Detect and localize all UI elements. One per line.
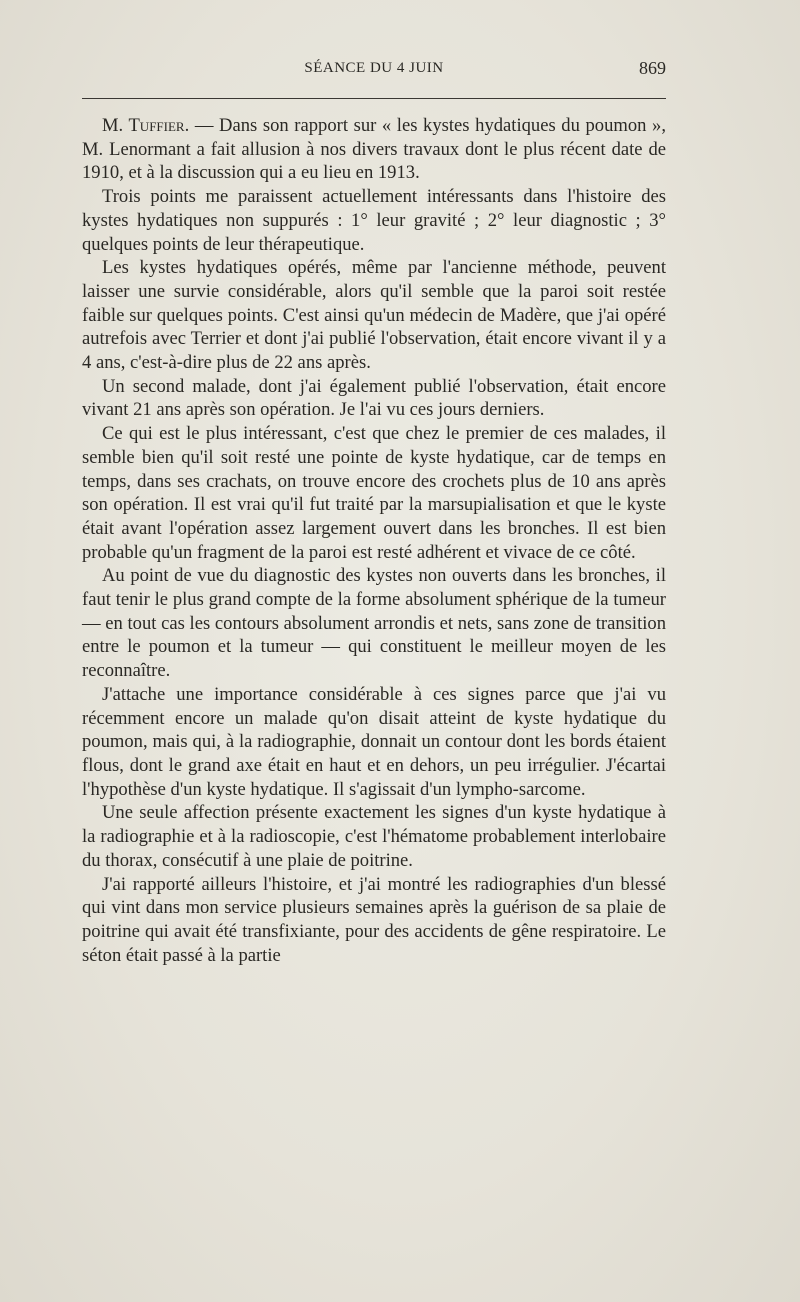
paragraph-survival: Les kystes hydatiques opérés, même par l'ancienne méthode, peuvent laisser une survie considérable, alors qu'il semble que la paroi soit restée faible sur quelques points. C'est ainsi qu'un médecin de Madère, que j'ai opéré autrefois avec Terrier et dont j'ai publié l'observation, était encore vivant il y a 4 ans, c'est-à-dire plus de 22 ans après. <box>82 257 666 374</box>
page-number: 869 <box>639 58 666 78</box>
paragraph-first-patient: Ce qui est le plus intéressant, c'est que chez le premier de ces malades, il semble bien qu'il soit resté une pointe de kyste hydatique, car de temps en temps, dans ses crachats, on trouve encore des crochets plus de 10 ans après son opération. Il est vrai qu'il fut traité par la marsupialisation et que le kyste était avant l'opération assez largement ouvert dans les bronches. Il est bien probable qu'un fragment de la paroi est resté adhérent et vivace de ce côté. <box>82 423 666 563</box>
paragraph-wounded-patient: J'ai rapporté ailleurs l'histoire, et j'ai montré les radiographies d'un blessé qui vint dans mon service plusieurs semaines après la guérison de sa plaie de poitrine qui avait été transfixiante, pour des accidents de gêne respiratoire. Le séton était passé à la partie <box>82 873 666 966</box>
page-header <box>82 58 666 88</box>
body-text <box>82 114 666 967</box>
running-title: SÉANCE DU 4 JUIN <box>304 60 444 76</box>
speaker-name: M. Tuffier. <box>102 115 190 136</box>
paragraph-importance: J'attache une importance considérable à ces signes parce que j'ai vu récemment encore un malade qu'on disait atteint de kyste hydatique du poumon, mais qui, à la radiographie, donnait un contour dont les bords étaient flous, dont le grand axe était en haut et en dehors, un peu irrégulier. J'écartai l'hypothèse d'un kyste hydatique. Il s'agissait d'un lympho-sarcome. <box>82 683 666 800</box>
paragraph-tuffier-intro <box>82 114 666 185</box>
paragraph-diagnosis: Au point de vue du diagnostic des kystes non ouverts dans les bronches, il faut tenir le plus grand compte de la forme absolument sphérique de la tumeur — en tout cas les contours absolument arrondis et nets, sans zone de transition entre le poumon et la tumeur — qui constituent le meilleur moyen de les reconnaître. <box>82 565 666 682</box>
paragraph-second-patient: Un second malade, dont j'ai également publié l'observation, était encore vivant 21 ans après son opération. Je l'ai vu ces jours derniers. <box>82 375 666 421</box>
paragraph-text: — Dans son rapport sur « les kystes hydatiques du poumon », M. Lenormant a fait allusion à nos divers travaux dont le plus récent date de 1910, et à la discussion qui a eu lieu en 1913. <box>82 115 666 184</box>
paragraph-hematoma: Une seule affection présente exactement les signes d'un kyste hydatique à la radiographie et à la radioscopie, c'est l'hématome probablement interlobaire du thorax, consécutif à une plaie de poitrine. <box>82 802 666 871</box>
paragraph-three-points: Trois points me paraissent actuellement intéressants dans l'histoire des kystes hydatiques non suppurés : 1° leur gravité ; 2° leur diagnostic ; 3° quelques points de leur thérapeutique. <box>82 186 666 255</box>
header-rule <box>82 98 666 99</box>
